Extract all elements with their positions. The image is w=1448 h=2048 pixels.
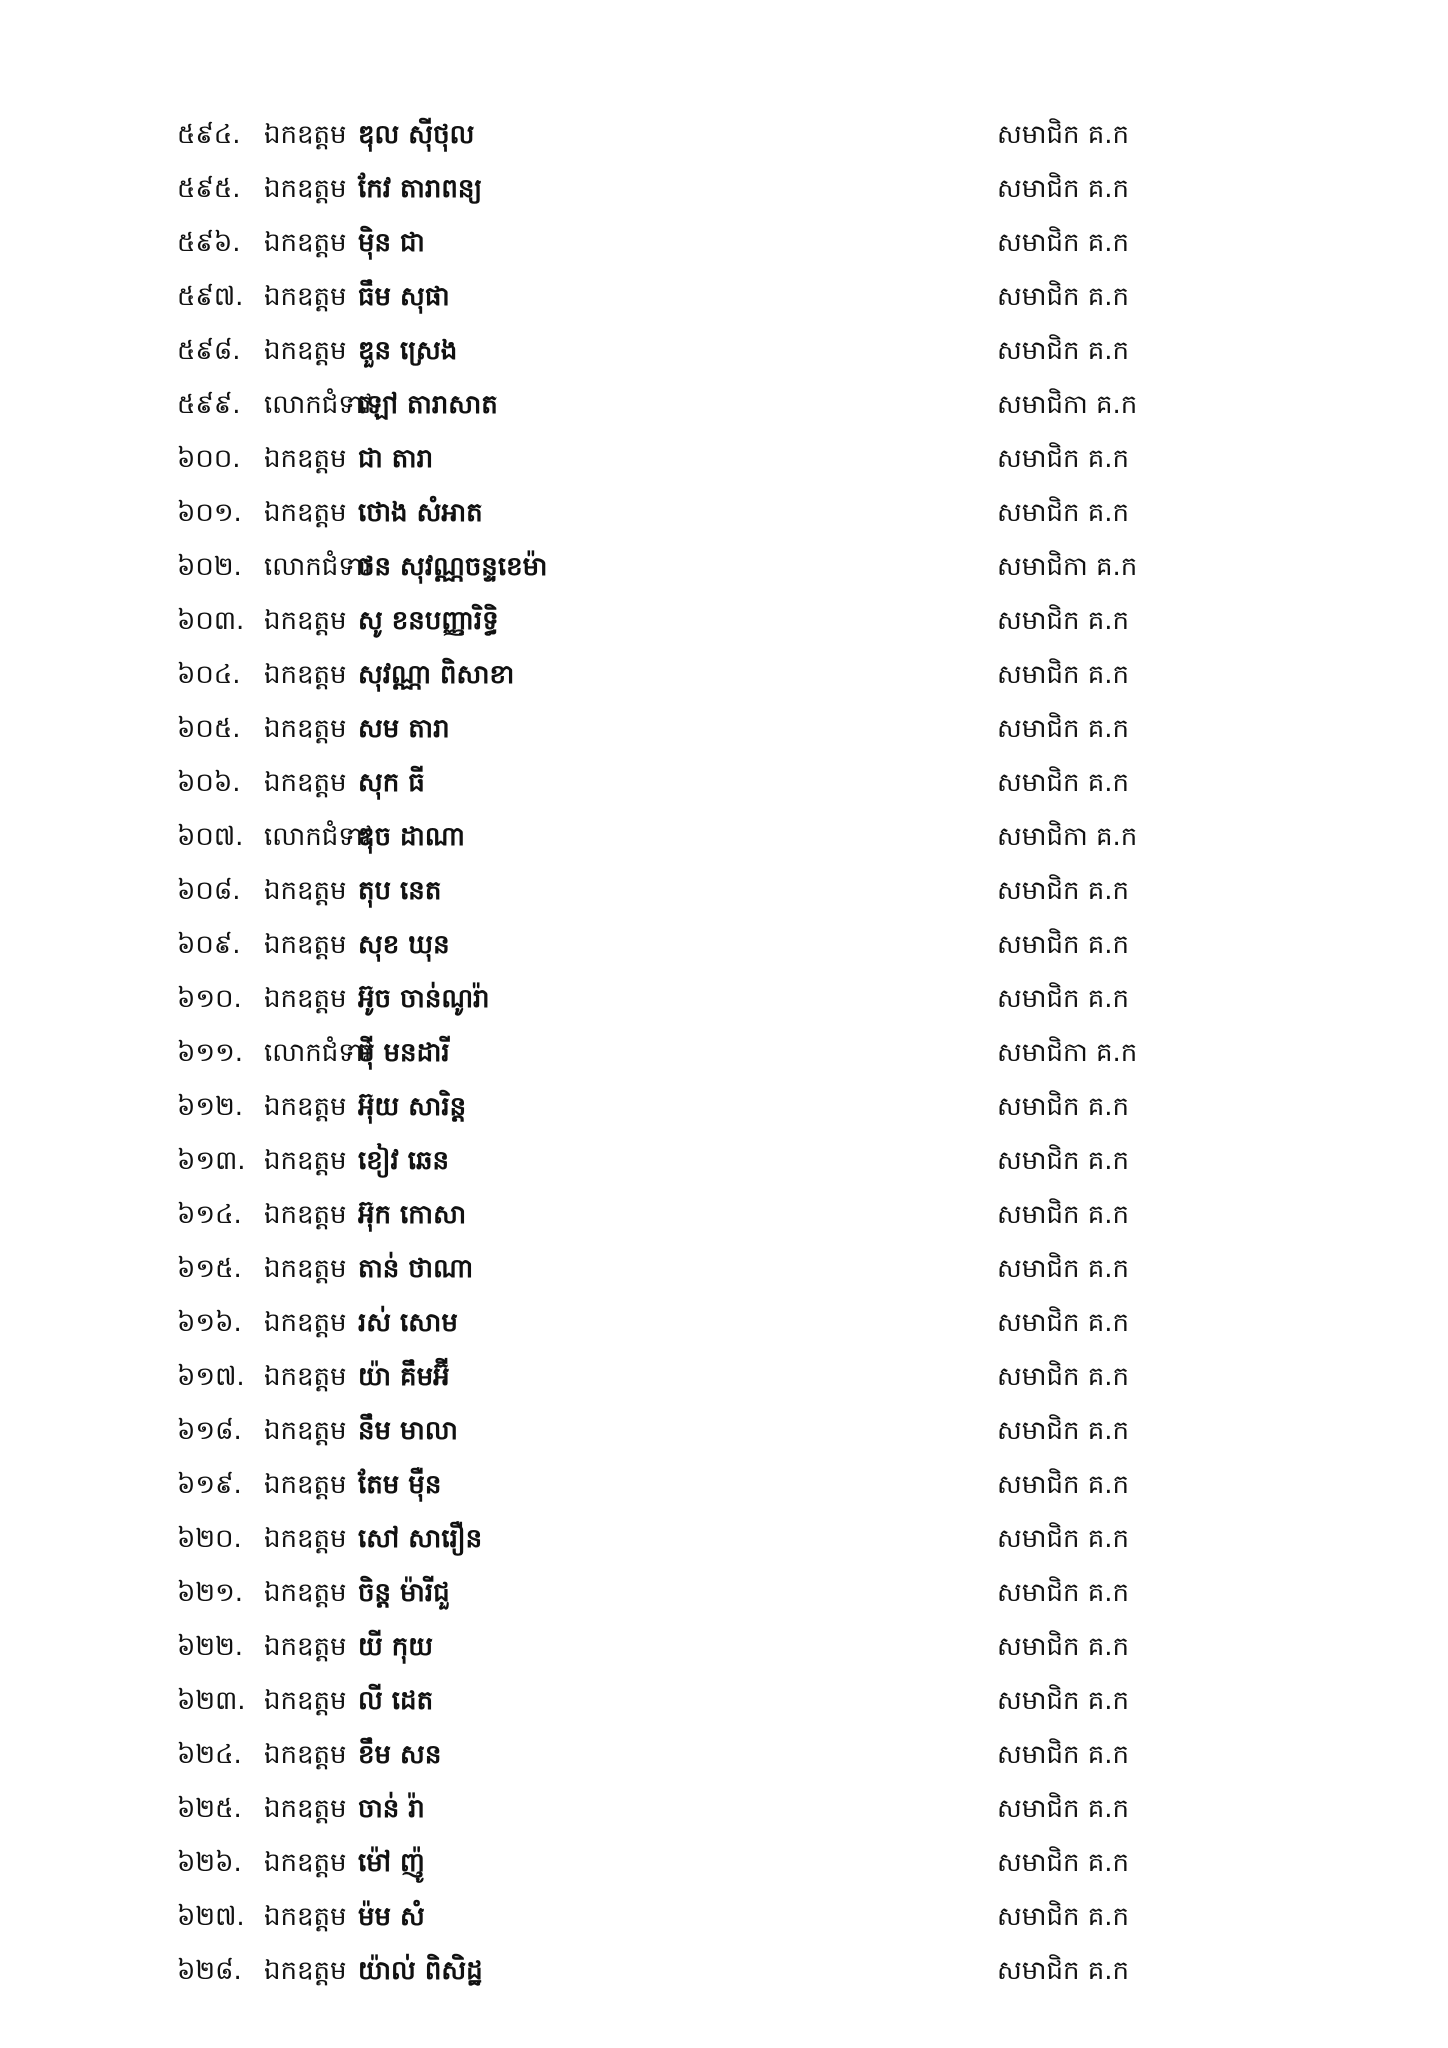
entry-name: ជា តារា [358,444,434,474]
entry-role: សមាជិក គ.ក [997,1686,1130,1716]
entry-number: ៦០៩. [177,930,241,960]
list-item [0,594,1448,648]
entry-title: ឯកឧត្តម [264,1902,347,1932]
entry-number: ៦១៤. [177,1200,242,1230]
entry-name: ខឹម សន [358,1740,442,1770]
list-item [0,1242,1448,1296]
entry-number: ៦២៤. [177,1740,242,1770]
entry-role: សមាជិក គ.ក [997,660,1130,690]
list-item [0,864,1448,918]
entry-role: សមាជិកា គ.ក [997,390,1138,420]
entry-number: ៦១៧. [177,1362,245,1392]
list-item [0,702,1448,756]
entry-title: ឯកឧត្តម [264,1470,347,1500]
entry-role: សមាជិក គ.ក [997,1902,1130,1932]
entry-number: ៦០៤. [177,660,241,690]
list-item [0,1674,1448,1728]
entry-role: សមាជិកា គ.ក [997,552,1138,582]
entry-number: ៦២៨. [177,1956,242,1986]
entry-name: លី ដេត [358,1686,434,1716]
entry-role: សមាជិកា គ.ក [997,1038,1138,1068]
entry-role: សមាជិក គ.ក [997,1632,1130,1662]
entry-role: សមាជិក គ.ក [997,1416,1130,1446]
entry-number: ៦១៣. [177,1146,246,1176]
entry-role: សមាជិក គ.ក [997,444,1130,474]
entry-name: តុប នេត [358,876,442,906]
entry-number: ៦១៥. [177,1254,242,1284]
entry-title: ឯកឧត្តម [264,1146,347,1176]
entry-role: សមាជិកា គ.ក [997,822,1138,852]
entry-title: ឯកឧត្តម [264,498,347,528]
entry-title: ឯកឧត្តម [264,120,347,150]
entry-number: ៦០៨. [177,876,241,906]
list-item [0,1404,1448,1458]
entry-name: យ៉ាល់ ពិសិដ្ឋ [358,1956,483,1986]
entry-number: ៦០៧. [177,822,244,852]
entry-role: សមាជិក គ.ក [997,1848,1130,1878]
entry-number: ៦១៩. [177,1470,242,1500]
entry-name: អ៊ុក កោសា [358,1200,467,1230]
entry-name: ធឹម សុផា [358,282,450,312]
entry-title: លោកជំទាវ [264,390,372,420]
entry-name: ឌួន ស្រេង [358,336,458,366]
entry-name: តាន់ ថាណា [358,1254,474,1284]
list-item [0,1350,1448,1404]
entry-title: ឯកឧត្តម [264,282,347,312]
list-item [0,270,1448,324]
entry-number: ៦២២. [177,1632,244,1662]
entry-name: កែវ តារាពន្យ [358,174,483,204]
entry-role: សមាជិក គ.ក [997,1146,1130,1176]
entry-title: ឯកឧត្តម [264,1200,347,1230]
entry-title: ឯកឧត្តម [264,876,347,906]
entry-role: សមាជិក គ.ក [997,768,1130,798]
list-item [0,216,1448,270]
list-item [0,1134,1448,1188]
entry-role: សមាជិក គ.ក [997,1362,1130,1392]
entry-name: សៅ សារឿន [358,1524,483,1554]
entry-title: លោកជំទាវ [264,1038,372,1068]
entry-title: ឯកឧត្តម [264,930,347,960]
entry-role: សមាជិក គ.ក [997,1092,1130,1122]
entry-number: ៥៩៤. [177,120,241,150]
entry-number: ៥៩៦. [177,228,241,258]
entry-role: សមាជិក គ.ក [997,336,1130,366]
entry-title: ឯកឧត្តម [264,1578,347,1608]
list-item [0,810,1448,864]
list-item [0,1944,1448,1998]
entry-title: លោកជំទាវ [264,552,372,582]
entry-name: ថន សុវណ្ណចន្ទខេម៉ា [358,552,548,582]
entry-name: ម៉ម សំ [358,1902,425,1932]
entry-name: ចាន់ រ៉ា [358,1794,425,1824]
list-item [0,108,1448,162]
entry-number: ៦១៦. [177,1308,242,1338]
entry-number: ៦១២. [177,1092,244,1122]
list-item [0,648,1448,702]
entry-role: សមាជិក គ.ក [997,984,1130,1014]
entry-name: សុក ធី [358,768,425,798]
list-item [0,1566,1448,1620]
entry-name: តែម ម៉ឺន [358,1470,442,1500]
entry-title: ឯកឧត្តម [264,1686,347,1716]
entry-role: សមាជិក គ.ក [997,930,1130,960]
entry-title: ឯកឧត្តម [264,174,347,204]
list-item [0,1458,1448,1512]
entry-title: ឯកឧត្តម [264,1740,347,1770]
entry-role: សមាជិក គ.ក [997,228,1130,258]
entry-role: សមាជិក គ.ក [997,876,1130,906]
entry-number: ៦០៣. [177,606,245,636]
entry-name: ចិន្ត ម៉ារីជួ [358,1578,450,1608]
entry-number: ៥៩៩. [177,390,241,420]
entry-number: ៦០០. [177,444,241,474]
list-item [0,918,1448,972]
entry-role: សមាជិក គ.ក [997,1200,1130,1230]
entry-role: សមាជិក គ.ក [997,1470,1130,1500]
entry-role: សមាជិក គ.ក [997,1578,1130,1608]
entry-title: ឯកឧត្តម [264,1848,347,1878]
entry-number: ៥៩៧. [177,282,244,312]
list-item [0,1728,1448,1782]
entry-number: ៥៩៥. [177,174,241,204]
entry-title: ឯកឧត្តម [264,1092,347,1122]
entry-role: សមាជិក គ.ក [997,1254,1130,1284]
list-item [0,486,1448,540]
entry-name: ម៉ិន ជា [358,228,425,258]
entry-title: ឯកឧត្តម [264,768,347,798]
entry-title: លោកជំទាវ [264,822,372,852]
entry-name: ម៉ី មនដារី [358,1038,450,1068]
entry-title: ឯកឧត្តម [264,1632,347,1662]
entry-role: សមាជិក គ.ក [997,1308,1130,1338]
entry-title: ឯកឧត្តម [264,660,347,690]
entry-title: ឯកឧត្តម [264,606,347,636]
entry-number: ៦០២. [177,552,242,582]
entry-role: សមាជិក គ.ក [997,1524,1130,1554]
entry-role: សមាជិក គ.ក [997,498,1130,528]
entry-role: សមាជិក គ.ក [997,606,1130,636]
list-item [0,432,1448,486]
list-item [0,540,1448,594]
entry-role: សមាជិក គ.ក [997,1794,1130,1824]
entry-name: អ៊ូច ចាន់ណូរ៉ា [358,984,490,1014]
entry-number: ៦០៦. [177,768,241,798]
list-item [0,972,1448,1026]
entry-number: ៦២៣. [177,1686,246,1716]
list-item [0,324,1448,378]
entry-title: ឯកឧត្តម [264,984,347,1014]
list-item [0,1296,1448,1350]
entry-name: ឌុល ស៊ីថុល [358,120,475,150]
entry-name: ឡៅ តារាសាត [358,390,498,420]
entry-name: យ៉ា គឹមអ៊ី [358,1362,450,1392]
entry-number: ៦២០. [177,1524,242,1554]
entry-name: ខៀវ ឆេន [358,1146,450,1176]
entry-number: ៦០៥. [177,714,241,744]
entry-title: ឯកឧត្តម [264,228,347,258]
entry-name: អ៊ុយ សារិន្ត [358,1092,467,1122]
entry-number: ៥៩៨. [177,336,241,366]
entry-title: ឯកឧត្តម [264,1308,347,1338]
entry-title: ឯកឧត្តម [264,1794,347,1824]
entry-name: នឹម មាលា [358,1416,458,1446]
list-item [0,378,1448,432]
entry-number: ៦១៨. [177,1416,242,1446]
entry-title: ឯកឧត្តម [264,1956,347,1986]
entry-name: ឌុច ដាណា [358,822,465,852]
entry-name: សុខ ឃុន [358,930,450,960]
entry-title: ឯកឧត្តម [264,714,347,744]
entry-role: សមាជិក គ.ក [997,1956,1130,1986]
entry-name: រស់ សោម [358,1308,458,1338]
entry-role: សមាជិក គ.ក [997,1740,1130,1770]
entry-title: ឯកឧត្តម [264,444,347,474]
member-list [0,108,1448,1998]
entry-title: ឯកឧត្តម [264,1362,347,1392]
list-item [0,162,1448,216]
entry-number: ៦០១. [177,498,242,528]
entry-title: ឯកឧត្តម [264,1254,347,1284]
entry-number: ៦២៥. [177,1794,242,1824]
entry-role: សមាជិក គ.ក [997,120,1130,150]
list-item [0,1188,1448,1242]
list-item [0,1026,1448,1080]
list-item [0,1836,1448,1890]
list-item [0,1890,1448,1944]
entry-title: ឯកឧត្តម [264,1416,347,1446]
entry-role: សមាជិក គ.ក [997,714,1130,744]
entry-number: ៦២៧. [177,1902,245,1932]
entry-number: ៦២១. [177,1578,244,1608]
entry-role: សមាជិក គ.ក [997,174,1130,204]
entry-name: សម តារា [358,714,450,744]
entry-name: សូ ខនបញ្ញារិទ្ធិ [358,606,499,636]
entry-number: ៦១០. [177,984,242,1014]
entry-name: សុវណ្ណា ពិសាខា [358,660,515,690]
entry-title: ឯកឧត្តម [264,1524,347,1554]
list-item [0,1080,1448,1134]
list-item [0,756,1448,810]
entry-role: សមាជិក គ.ក [997,282,1130,312]
entry-name: ថោង សំអាត [358,498,483,528]
entry-title: ឯកឧត្តម [264,336,347,366]
entry-name: ម៉ៅ ញ៉ូ [358,1848,425,1878]
list-item [0,1512,1448,1566]
entry-number: ៦១១. [177,1038,244,1068]
list-item [0,1782,1448,1836]
entry-number: ៦២៦. [177,1848,242,1878]
list-item [0,1620,1448,1674]
entry-name: យី កុយ [358,1632,434,1662]
